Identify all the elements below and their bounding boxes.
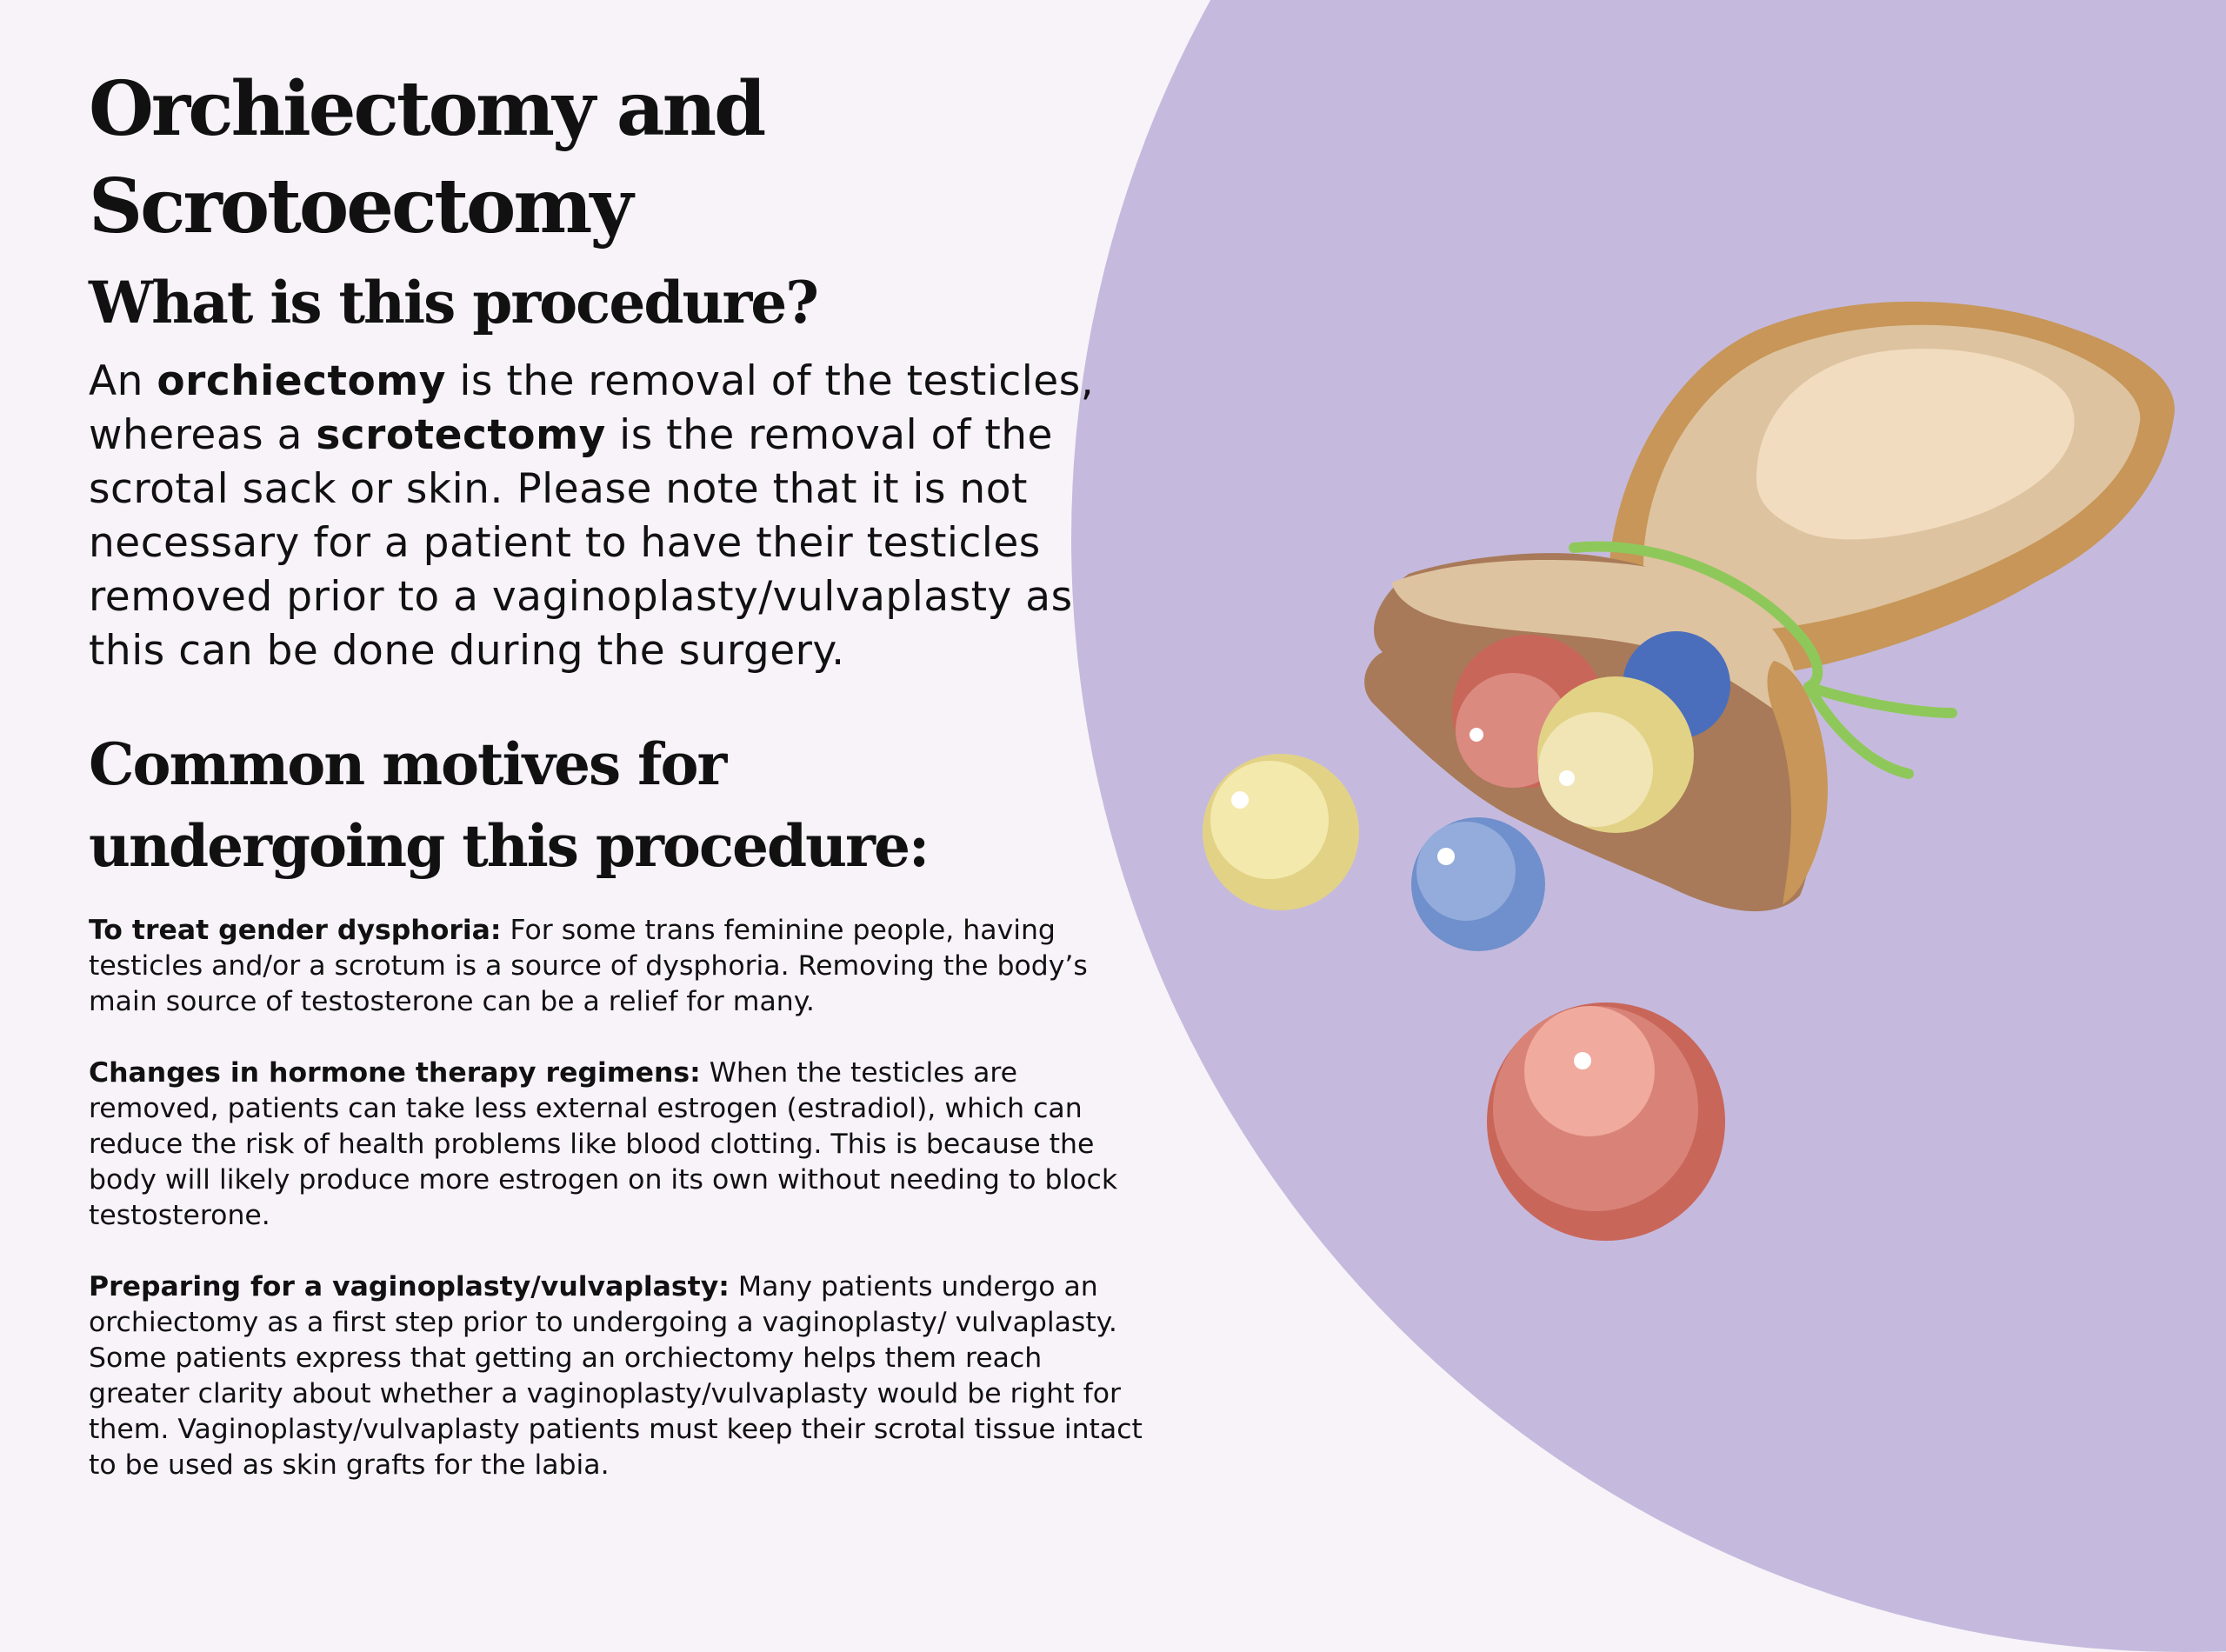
section-heading-motives: Common motives for undergoing this procedure:: [89, 729, 929, 880]
section-heading-what: What is this procedure?: [89, 268, 817, 336]
motive-text: When the testicles are removed, patients can take less external estrogen (estradiol), which can reduce the risk of health problems like blood clotting. This is because the body will likely produce more estrogen on its own without needing to block testosterone.: [89, 1056, 1118, 1231]
ball-red-loose-light: [1524, 1006, 1655, 1136]
ball-yellow-inner-shade: [1538, 712, 1653, 827]
ball-yellow-inner-highlight: [1559, 770, 1575, 786]
term-orchiectomy: orchiectomy: [157, 356, 446, 405]
motive-vaginoplasty-prep: [89, 1269, 1150, 1483]
term-scrotectomy: scrotectomy: [316, 410, 606, 459]
ball-blue-loose-highlight: [1437, 848, 1455, 865]
motive-label: Preparing for a vaginoplasty/vulvaplasty:: [89, 1270, 730, 1302]
motive-text: Many patients undergo an orchiectomy as a first step prior to undergoing a vaginoplasty/ vulvaplasty. Some patients express that getting an orchiectomy helps them reach greater clarity about whether a vaginoplasty/vulvaplasty would be right for them. Vaginoplasty/vulvaplasty patients must keep their scrotal tissue intact to be used as skin grafts for the labia.: [89, 1270, 1143, 1481]
page-title: Orchiectomy and Scrotoectomy: [89, 65, 764, 250]
motives-list: [89, 913, 1158, 1483]
motive-hormone-therapy: [89, 1056, 1150, 1234]
ball-yellow-loose-shade: [1210, 761, 1329, 879]
ball-yellow-loose-highlight: [1231, 791, 1249, 809]
motive-gender-dysphoria: [89, 913, 1150, 1020]
motive-label: Changes in hormone therapy regimens:: [89, 1056, 701, 1089]
intro-paragraph: An orchiectomy is the removal of the testicles, whereas a scrotectomy is the removal of the scrotal sack or skin. Please note that it is not necessary for a patient to have their testicles removed prior to a vaginoplasty/vulvaplasty as this can be done during the surgery.: [89, 356, 1095, 675]
ball-red-loose-highlight: [1574, 1052, 1591, 1069]
drawstring-end-1: [1809, 687, 1952, 713]
ball-red-inner-highlight: [1470, 728, 1483, 742]
main-content: [89, 61, 1158, 1519]
pouch-illustration: [1200, 296, 2191, 1252]
ball-icon: [1203, 631, 1730, 1241]
motive-label: To treat gender dysphoria:: [89, 914, 502, 946]
motive-text: For some trans feminine people, having testicles and/or a scrotum is a source of dysphoria. Removing the body’s main source of testosterone can be a relief for many.: [89, 914, 1088, 1017]
ball-blue-loose-shade: [1416, 822, 1516, 921]
